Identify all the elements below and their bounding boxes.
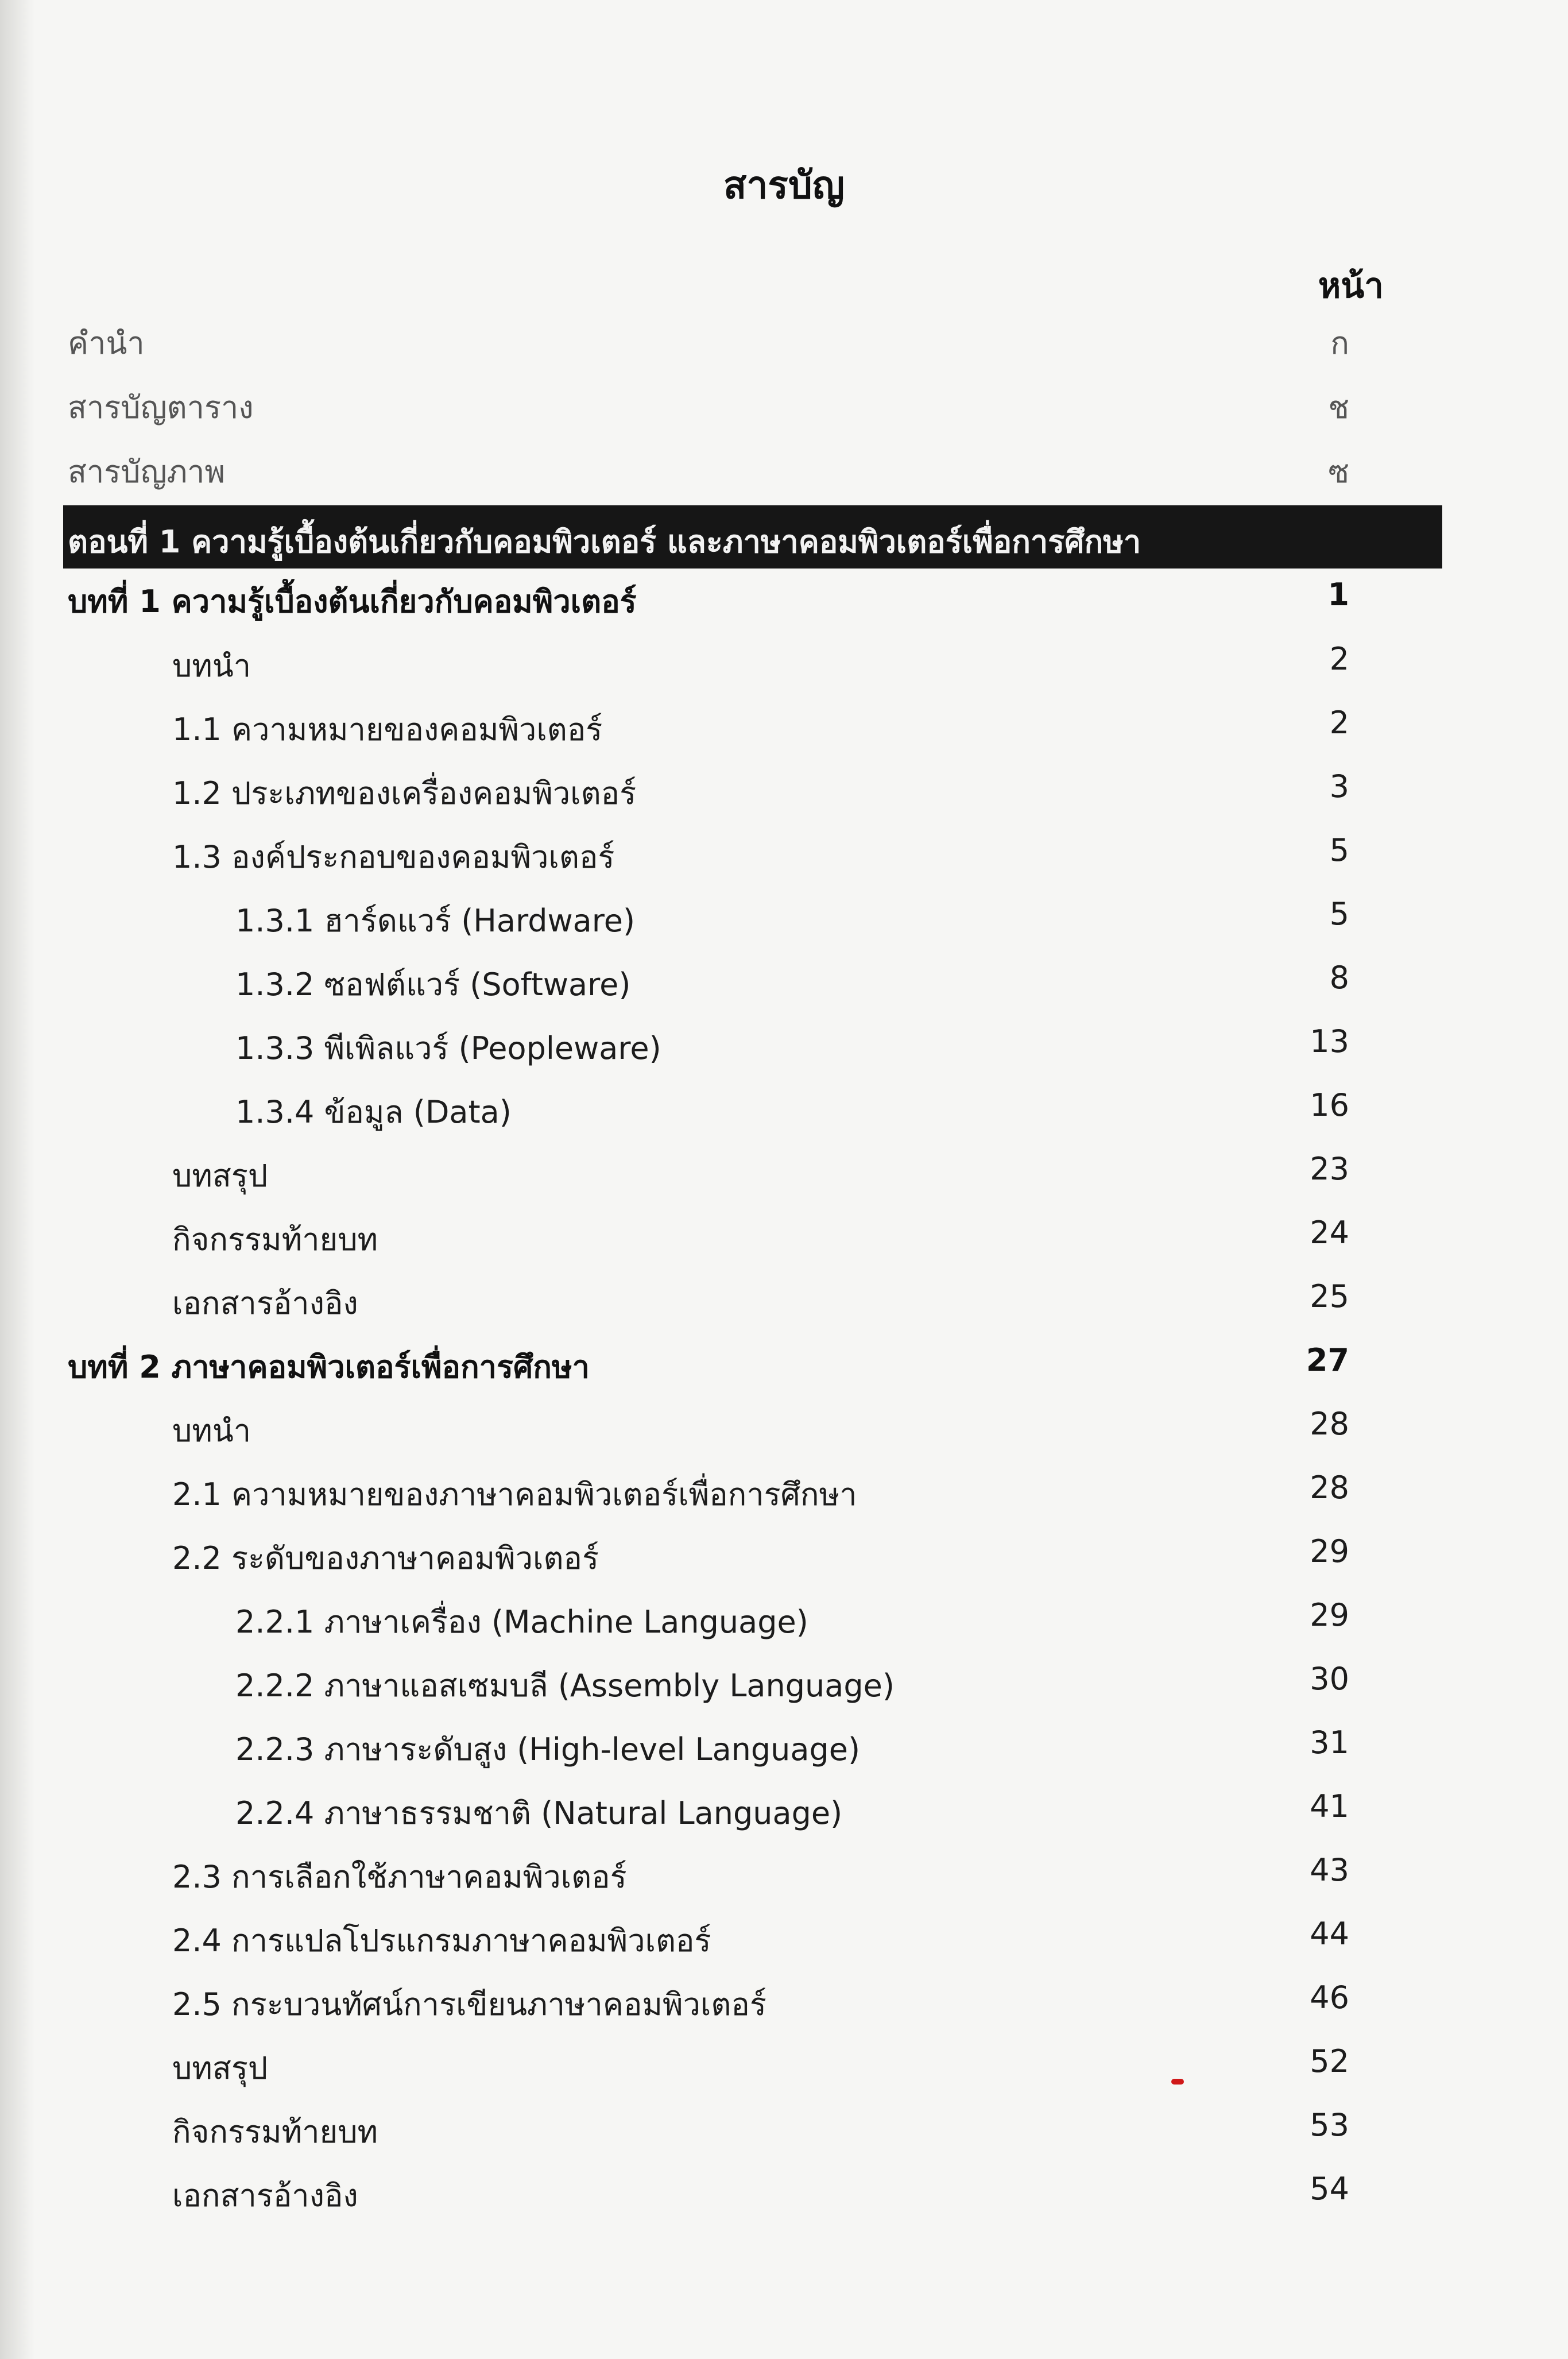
toc-row (0, 1270, 1568, 1335)
toc-label: สารบัญตาราง (68, 389, 254, 426)
toc-row (0, 888, 1568, 952)
toc-label: 1.3.4 ข้อมูล (Data) (235, 1094, 512, 1130)
toc-page: 2 (1329, 641, 1349, 677)
toc-page: 28 (1310, 1469, 1349, 1506)
toc-label: 1.3 องค์ประกอบของคอมพิวเตอร์ (172, 839, 615, 875)
toc-page: 8 (1329, 960, 1349, 996)
toc-row (0, 633, 1568, 697)
toc-page: 46 (1310, 1979, 1349, 2016)
toc-row (0, 1844, 1568, 1908)
toc-row (0, 1780, 1568, 1844)
toc-label: บทนำ (172, 648, 251, 684)
toc-row-list-of-figures (0, 439, 1568, 503)
toc-label: กิจกรรมท้ายบท (172, 2114, 378, 2150)
toc-label: 1.3.1 ฮาร์ดแวร์ (Hardware) (235, 903, 636, 939)
toc-label: 2.2.2 ภาษาแอสเซมบลี (Assembly Language) (235, 1668, 895, 1704)
toc-page: ซ (1328, 454, 1349, 490)
page-title: สารบัญ (723, 163, 845, 207)
toc-label: 2.5 กระบวนทัศน์การเขียนภาษาคอมพิวเตอร์ (172, 1986, 766, 2022)
toc-row (0, 1653, 1568, 1717)
toc-page: 53 (1310, 2107, 1349, 2143)
part-heading: ตอนที่ 1 ความรู้เบื้องต้นเกี่ยวกับคอมพิวเตอร์ และภาษาคอมพิวเตอร์เพื่อการศึกษา (68, 524, 1141, 560)
toc-page: 27 (1306, 1342, 1349, 1378)
toc-page: 28 (1310, 1406, 1349, 1442)
toc-label: 2.3 การเลือกใช้ภาษาคอมพิวเตอร์ (172, 1859, 627, 1895)
toc-label: 2.2.1 ภาษาเครื่อง (Machine Language) (235, 1604, 808, 1640)
toc-label: 2.2 ระดับของภาษาคอมพิวเตอร์ (172, 1540, 599, 1576)
toc-page: ก (1330, 325, 1349, 361)
toc-page: 23 (1310, 1151, 1349, 1187)
toc-page: 1 (1327, 577, 1349, 613)
toc-row (0, 1206, 1568, 1271)
toc-label: 1.3.2 ซอฟต์แวร์ (Software) (235, 966, 631, 1003)
toc-row (0, 1015, 1568, 1080)
toc-label: บทสรุป (172, 1158, 268, 1194)
ink-speck (1171, 2079, 1184, 2085)
toc-label: กิจกรรมท้ายบท (172, 1221, 378, 1258)
toc-page: 41 (1310, 1788, 1349, 1824)
toc-label: เอกสารอ้างอิง (172, 2178, 358, 2214)
toc-row (0, 1143, 1568, 1207)
toc-row (0, 1525, 1568, 1590)
toc-row (0, 1908, 1568, 1972)
toc-row (0, 1589, 1568, 1653)
toc-page: 29 (1310, 1597, 1349, 1633)
toc-label: 2.4 การแปลโปรแกรมภาษาคอมพิวเตอร์ (172, 1923, 711, 1959)
toc-page: 44 (1310, 1916, 1349, 1952)
toc-label: 2.2.4 ภาษาธรรมชาติ (Natural Language) (235, 1795, 843, 1831)
chapter-heading: บทที่ 1 ความรู้เบื้องต้นเกี่ยวกับคอมพิวเตอร์ (68, 583, 637, 620)
toc-page: 3 (1329, 768, 1349, 805)
chapter-heading: บทที่ 2 ภาษาคอมพิวเตอร์เพื่อการศึกษา (68, 1349, 590, 1385)
toc-row (0, 1971, 1568, 2036)
toc-page: 5 (1329, 896, 1349, 932)
toc-row (0, 1079, 1568, 1143)
toc-row (0, 952, 1568, 1016)
toc-page: 24 (1310, 1215, 1349, 1251)
toc-page: 31 (1310, 1724, 1349, 1761)
toc-page: 52 (1310, 2043, 1349, 2079)
toc-label: 1.2 ประเภทของเครื่องคอมพิวเตอร์ (172, 775, 637, 811)
toc-row-chapter-2 (0, 1334, 1568, 1398)
toc-page: 25 (1310, 1278, 1349, 1314)
toc-page: 29 (1310, 1533, 1349, 1569)
toc-row-preface (0, 310, 1568, 374)
toc-label: บทนำ (172, 1413, 251, 1449)
toc-page: 54 (1310, 2171, 1349, 2207)
toc-row (0, 760, 1568, 825)
toc-row-list-of-tables (0, 374, 1568, 439)
toc-label: สารบัญภาพ (68, 454, 226, 490)
toc-row (0, 2099, 1568, 2163)
toc-label: บทสรุป (172, 2050, 268, 2086)
toc-page: 5 (1329, 832, 1349, 868)
toc-row (0, 697, 1568, 761)
toc-row (0, 1398, 1568, 1462)
part-heading-band (63, 505, 1442, 569)
toc-page: ช (1328, 389, 1349, 426)
toc-page: 43 (1310, 1852, 1349, 1888)
toc-label: 2.1 ความหมายของภาษาคอมพิวเตอร์เพื่อการศึกษา (172, 1476, 857, 1513)
toc-page: 13 (1310, 1023, 1349, 1059)
toc-page: 16 (1310, 1087, 1349, 1123)
page-column-header: หน้า (1318, 266, 1384, 306)
toc-row (0, 2035, 1568, 2099)
toc-row (0, 2163, 1568, 2227)
toc-page: 2 (1329, 705, 1349, 741)
toc-label: 1.1 ความหมายของคอมพิวเตอร์ (172, 711, 603, 748)
toc-label: 1.3.3 พีเพิลแวร์ (Peopleware) (235, 1030, 661, 1066)
toc-label: 2.2.3 ภาษาระดับสูง (High-level Language) (235, 1731, 861, 1768)
toc-label: คำนำ (68, 325, 145, 361)
toc-row (0, 1461, 1568, 1526)
toc-label: เอกสารอ้างอิง (172, 1285, 358, 1321)
toc-row (0, 824, 1568, 888)
toc-page: 30 (1310, 1661, 1349, 1697)
toc-row-chapter-1 (0, 569, 1568, 633)
toc-row (0, 1716, 1568, 1781)
